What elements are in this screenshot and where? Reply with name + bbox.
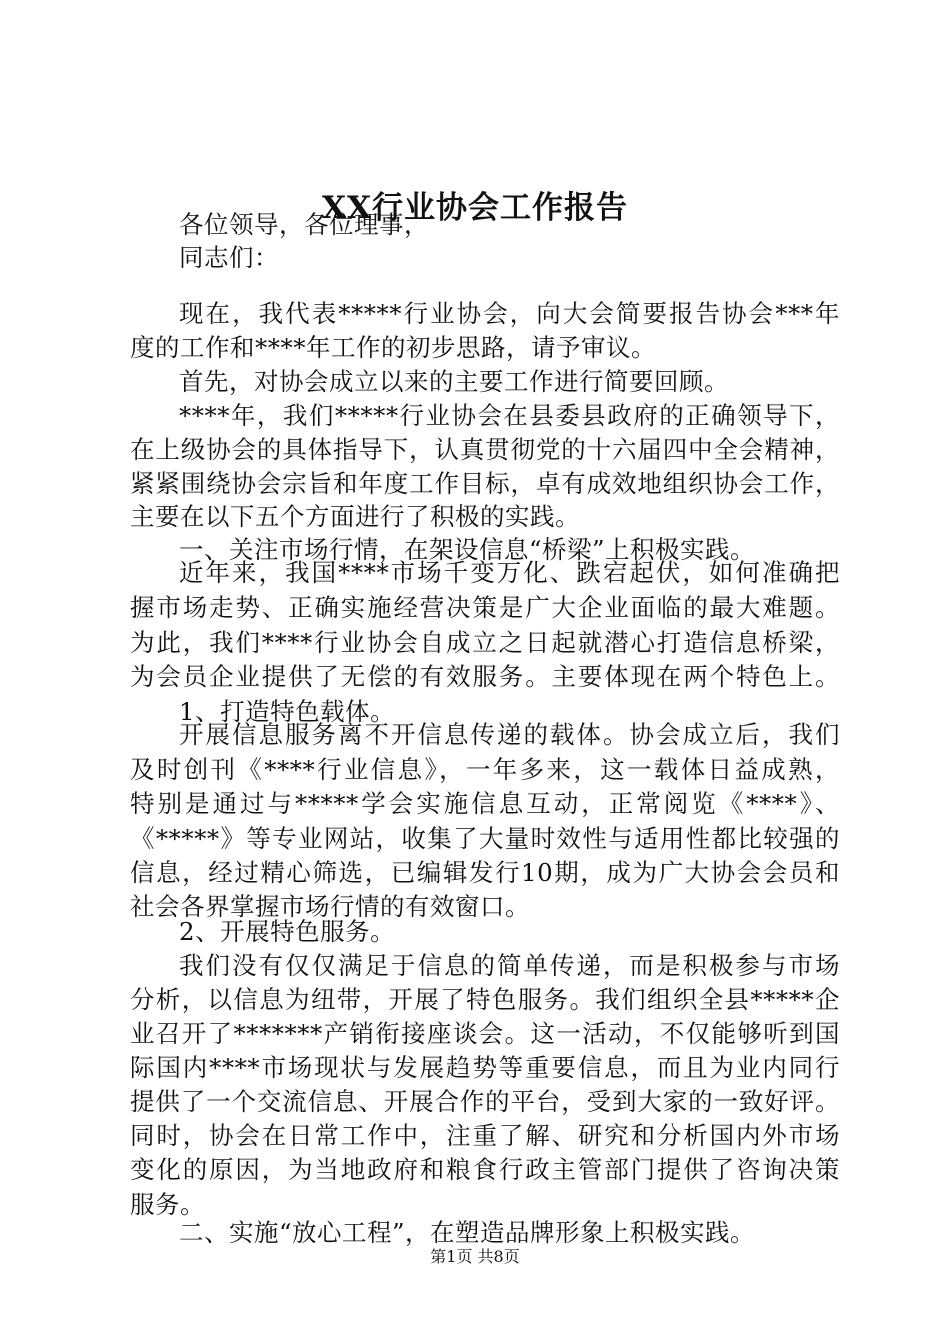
text-line: 为此，我们****行业协会自成立之日起就潜心打造信息桥梁， xyxy=(130,628,840,657)
text-line: 握市场走势、正确实施经营决策是广大企业面临的最大难题。 xyxy=(130,593,840,622)
page-number: 第1页 共8页 xyxy=(430,1247,520,1266)
section-heading: 二、实施“放心工程”，在塑造品牌形象上积极实践。 xyxy=(179,1218,756,1247)
text-line: 在上级协会的具体指导下，认真贯彻党的十六届四中全会精神， xyxy=(130,435,840,464)
text-line: 各位领导，各位理事， xyxy=(179,210,429,239)
text-line: 我们没有仅仅满足于信息的简单传递，而是积极参与市场 xyxy=(179,951,840,980)
text-line: 近年来，我国****市场千变万化、跌宕起伏，如何准确把 xyxy=(179,558,840,587)
text-line: 及时创刊《****行业信息》，一年多来，这一载体日益成熟， xyxy=(130,755,840,784)
text-line: 度的工作和****年工作的初步思路，请予审议。 xyxy=(130,333,656,362)
text-line: 提供了一个交流信息、开展合作的平台，受到大家的一致好评。 xyxy=(130,1087,840,1116)
text-line: 同时，协会在日常工作中，注重了解、研究和分析国内外市场 xyxy=(130,1121,840,1150)
text-line: 为会员企业提供了无偿的有效服务。主要体现在两个特色上。 xyxy=(130,662,840,691)
text-line: 服务。 xyxy=(130,1190,205,1219)
text-line: 业召开了*******产销衔接座谈会。这一活动，不仅能够听到国 xyxy=(130,1019,840,1048)
text-line: 开展信息服务离不开信息传递的载体。协会成立后，我们 xyxy=(179,720,840,749)
text-line: 紧紧围绕协会宗旨和年度工作目标，卓有成效地组织协会工作， xyxy=(130,469,840,498)
text-line: 信息，经过精心筛选，已编辑发行10期，成为广大协会会员和 xyxy=(130,858,840,887)
section-heading: 一、关注市场行情，在架设信息“桥梁”上积极实践。 xyxy=(179,535,756,564)
subsection-heading: 2、开展特色服务。 xyxy=(179,917,396,946)
text-line: 现在，我代表*****行业协会，向大会简要报告协会***年 xyxy=(179,299,840,328)
text-line: 特别是通过与*****学会实施信息互动，正常阅览《****》、 xyxy=(130,789,840,818)
subsection-heading: 1、打造特色载体。 xyxy=(179,697,396,726)
text-line: 首先，对协会成立以来的主要工作进行简要回顾。 xyxy=(179,367,729,396)
document-title: XX行业协会工作报告 xyxy=(321,190,629,226)
text-line: 社会各界掌握市场行情的有效窗口。 xyxy=(130,892,530,921)
text-line: 分析，以信息为纽带，开展了特色服务。我们组织全县*****企 xyxy=(130,985,840,1014)
text-line: 际国内****市场现状与发展趋势等重要信息，而且为业内同行 xyxy=(130,1053,840,1082)
text-line: 《*****》等专业网站，收集了大量时效性与适用性都比较强的 xyxy=(130,824,840,853)
text-line: 主要在以下五个方面进行了积极的实践。 xyxy=(130,502,580,531)
text-line: 同志们： xyxy=(179,243,279,272)
text-line: ****年，我们*****行业协会在县委县政府的正确领导下， xyxy=(179,401,840,430)
text-line: 变化的原因，为当地政府和粮食行政主管部门提供了咨询决策 xyxy=(130,1155,840,1184)
